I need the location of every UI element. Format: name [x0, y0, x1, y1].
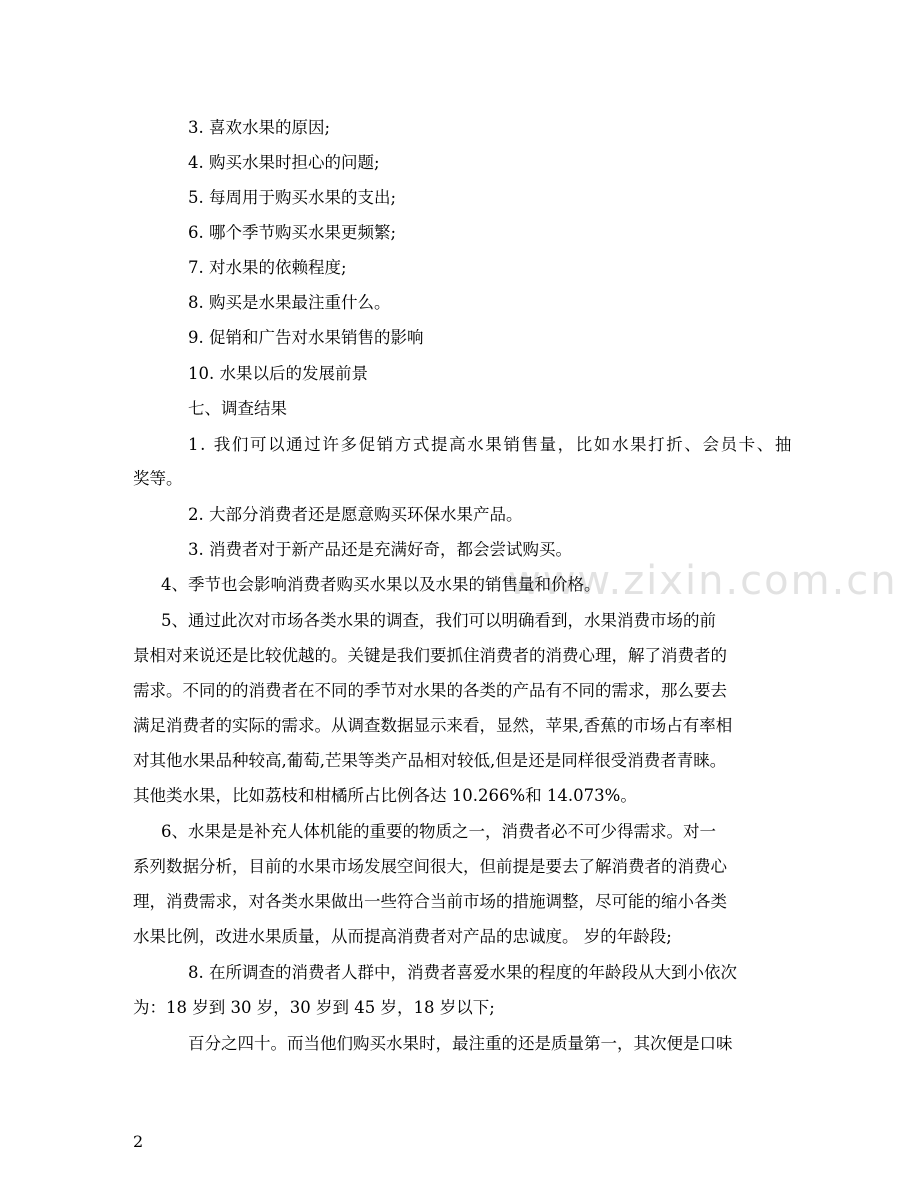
result-5-line-5: 对其他水果品种较高,葡萄,芒果等类产品相对较低,但是还是同样很受消费者青睐。 [133, 751, 727, 770]
result-5-line-2: 景相对来说还是比较优越的。关键是我们要抓住消费者的消费心理，解了消费者的 [133, 646, 727, 665]
list-item-4: 4. 购买水果时担心的问题; [188, 153, 380, 172]
paragraph-continuation: 百分之四十。而当他们购买水果时，最注重的还是质量第一，其次便是口味 [188, 1034, 733, 1053]
result-5-line-4: 满足消费者的实际的需求。从调查数据显示来看，显然，苹果,香蕉的市场占有率相 [133, 716, 733, 735]
result-6-line-1: 6、水果是是补充人体机能的重要的物质之一，消费者必不可少得需求。对一 [161, 822, 716, 841]
list-item-3: 3. 喜欢水果的原因; [188, 118, 331, 137]
result-6-line-3: 理，消费需求，对各类水果做出一些符合当前市场的措施调整，尽可能的缩小各类 [133, 892, 727, 911]
list-item-5: 5. 每周用于购买水果的支出; [188, 188, 397, 207]
result-6-line-4: 水果比例，改进水果质量，从而提高消费者对产品的忠诚度。 岁的年龄段; [133, 927, 672, 946]
list-item-8: 8. 购买是水果最注重什么。 [188, 293, 391, 312]
watermark: www.zixin.com.cn [508, 558, 898, 604]
result-5-line-1: 5、通过此次对市场各类水果的调查，我们可以明确看到，水果消费市场的前 [161, 611, 716, 630]
result-5-line-3: 需求。不同的的消费者在不同的季节对水果的各类的产品有不同的需求，那么要去 [133, 681, 727, 700]
result-3: 3. 消费者对于新产品还是充满好奇，都会尝试购买。 [188, 540, 572, 559]
result-2: 2. 大部分消费者还是愿意购买环保水果产品。 [188, 505, 523, 524]
result-6-line-2: 系列数据分析，目前的水果市场发展空间很大，但前提是要去了解消费者的消费心 [133, 857, 727, 876]
result-8-line-1: 8. 在所调查的消费者人群中，消费者喜爱水果的程度的年龄段从大到小依次 [188, 963, 737, 982]
result-1-line-1: 1. 我们可以通过许多促销方式提高水果销售量，比如水果打折、会员卡、抽 [188, 435, 793, 454]
result-4: 4、季节也会影响消费者购买水果以及水果的销售量和价格。 [161, 575, 601, 594]
page-number: 2 [133, 1132, 144, 1151]
list-item-7: 7. 对水果的依赖程度; [188, 258, 347, 277]
result-1-line-2: 奖等。 [133, 469, 183, 488]
list-item-9: 9. 促销和广告对水果销售的影响 [188, 328, 424, 347]
result-5-line-6: 其他类水果，比如荔枝和柑橘所占比例各达 10.266%和 14.073%。 [133, 786, 637, 805]
result-8-line-2: 为：18 岁到 30 岁，30 岁到 45 岁，18 岁以下; [133, 998, 495, 1017]
section-heading: 七、调查结果 [188, 399, 287, 418]
list-item-10: 10. 水果以后的发展前景 [188, 364, 368, 383]
list-item-6: 6. 哪个季节购买水果更频繁; [188, 223, 397, 242]
